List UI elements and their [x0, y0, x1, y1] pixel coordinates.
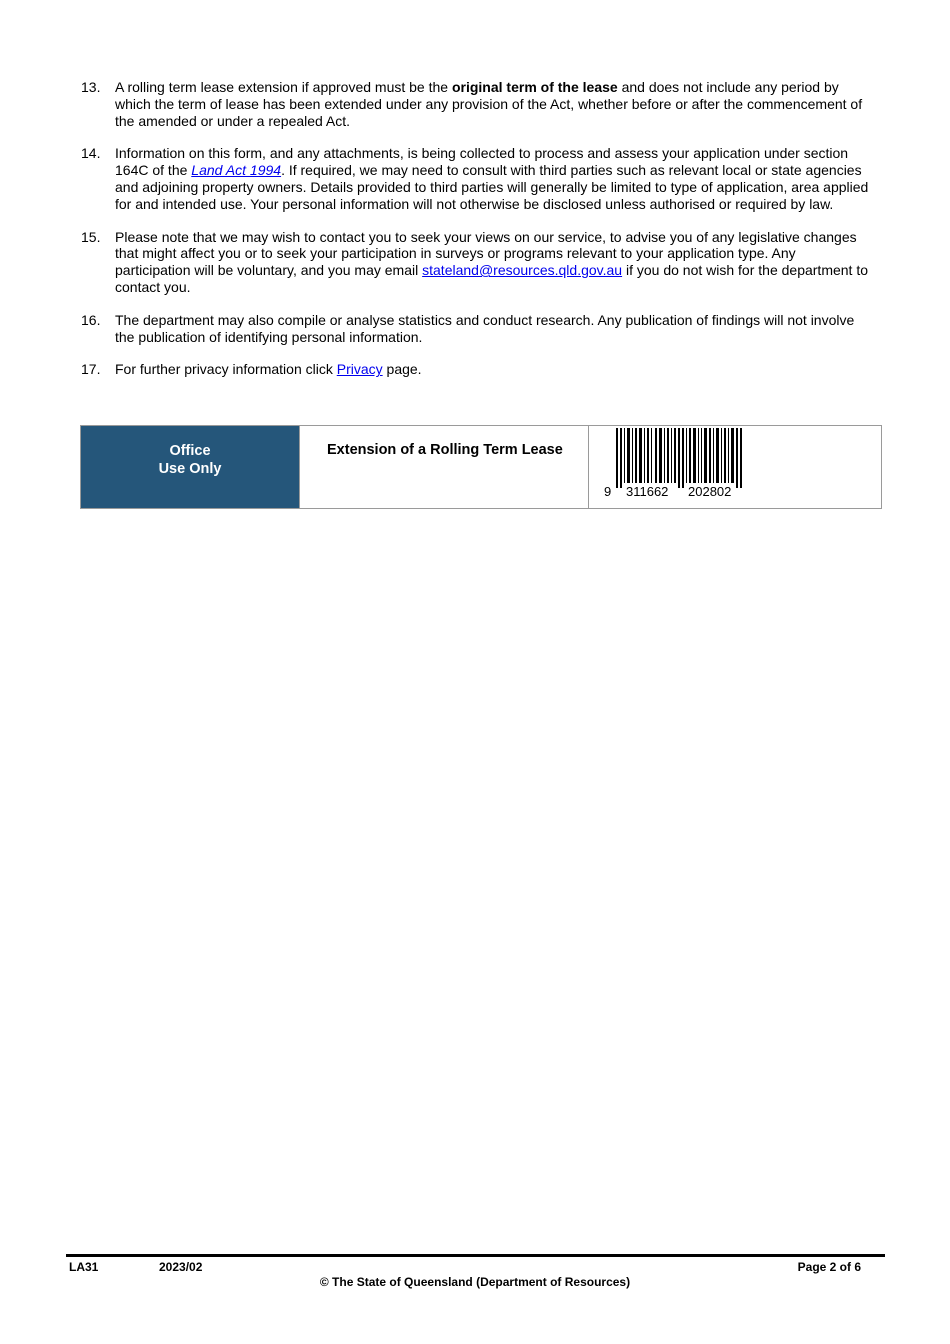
footer-form-code: LA31 — [69, 1260, 99, 1274]
barcode-bar — [616, 428, 618, 488]
list-item-number: 13. — [81, 79, 101, 95]
text-run: Please note that we may wish to contact you to seek your views on our service, to advise you of any legislative changes that might affect you or to seek your participation in surveys or programs relevant to your application type. Any participation will be voluntary, and you may email — [115, 228, 857, 279]
barcode-bar — [724, 428, 726, 483]
list-item — [81, 79, 871, 129]
text-link[interactable]: stateland@resources.qld.gov.au — [422, 262, 623, 279]
text-run: and does not include any period by which the term of lease has been extended under any provision of the Act, whether before or after the commencement of the amended or under a repealed Act. — [115, 79, 863, 129]
barcode-bar — [632, 428, 633, 483]
barcode-bar — [671, 428, 672, 483]
list-item-number: 14. — [81, 145, 101, 162]
list-item — [81, 229, 871, 296]
barcode-bar — [698, 428, 699, 483]
list-item-text — [115, 79, 871, 129]
footer-copyright: © The State of Queensland (Department of Resources) — [319, 1275, 631, 1289]
barcode-bar — [709, 428, 711, 483]
barcode-bar — [728, 428, 729, 483]
barcode-bar — [659, 428, 662, 483]
footer-version: 2023/02 — [159, 1260, 203, 1274]
list-item-text — [115, 361, 871, 378]
barcode-bar — [689, 428, 691, 483]
bold-text: original term of the lease — [451, 79, 618, 95]
office-use-box — [80, 425, 882, 509]
barcode-bar — [639, 428, 642, 483]
barcode-bar — [644, 428, 645, 483]
list-item-number: 15. — [81, 228, 101, 245]
barcode-image — [604, 428, 754, 498]
list-item-text — [115, 229, 871, 296]
barcode-bar — [627, 428, 630, 483]
text-run: A rolling term lease extension if approved must be the — [115, 79, 452, 95]
barcode-bar — [713, 428, 714, 483]
barcode-bar — [664, 428, 665, 483]
list-item-number: 17. — [81, 361, 101, 378]
barcode-digits-left: 311662 — [626, 484, 669, 498]
office-use-label — [81, 426, 299, 508]
barcode-bar — [731, 428, 734, 483]
footer-page-number: Page 2 of 6 — [797, 1260, 861, 1274]
form-title: Extension of a Rolling Term Lease — [299, 426, 588, 508]
barcode-bar — [736, 428, 738, 488]
numbered-notes-list — [81, 79, 871, 394]
list-item — [81, 145, 871, 212]
barcode-bar — [716, 428, 719, 483]
text-run: if you do not wish for the department to contact you. — [115, 262, 869, 295]
barcode-bar — [635, 428, 637, 483]
list-item-text — [115, 312, 871, 346]
text-link[interactable]: Privacy — [336, 361, 383, 378]
text-run: Information on this form, and any attachments, is being collected to process and assess your application under section 164C of the — [115, 145, 849, 179]
list-item-text — [115, 145, 871, 212]
list-item — [81, 361, 871, 378]
office-use-line2: Use Only — [158, 461, 222, 477]
barcode-bar — [682, 428, 684, 488]
barcode-bar — [674, 428, 676, 483]
barcode-bar — [693, 428, 696, 483]
barcode-bar — [704, 428, 707, 483]
barcode-digit-first: 9 — [604, 484, 612, 498]
text-run: . If required, we may need to consult with third parties such as relevant local or state agencies and adjoining property owners. Details provided to third parties will generally be limited to type of application, area applied for and intended use. Your personal information will not otherwise be disclosed unless authorised or required by law. — [115, 162, 869, 212]
list-item — [81, 312, 871, 346]
barcode-bar — [678, 428, 680, 488]
barcode-cell — [588, 426, 881, 508]
barcode-bar — [667, 428, 669, 483]
barcode-bar — [655, 428, 657, 483]
barcode-bar — [721, 428, 722, 483]
barcode-bar — [624, 428, 625, 483]
barcode-bar — [686, 428, 687, 483]
list-item-number: 16. — [81, 311, 101, 328]
text-run: The department may also compile or analyse statistics and conduct research. Any publication of findings will not involve the publication of identifying personal information. — [115, 311, 855, 345]
barcode-bar — [651, 428, 652, 483]
footer-rule — [66, 1254, 885, 1257]
barcode-bar — [701, 428, 702, 483]
barcode-digits-right: 202802 — [688, 484, 732, 498]
text-run: For further privacy information click — [115, 361, 337, 378]
barcode-bar — [647, 428, 649, 483]
barcode-bar — [620, 428, 622, 488]
office-use-line1: Office — [169, 443, 211, 459]
text-link[interactable]: Land Act 1994 — [191, 162, 282, 179]
barcode-bar — [740, 428, 742, 488]
text-run: page. — [382, 361, 422, 378]
